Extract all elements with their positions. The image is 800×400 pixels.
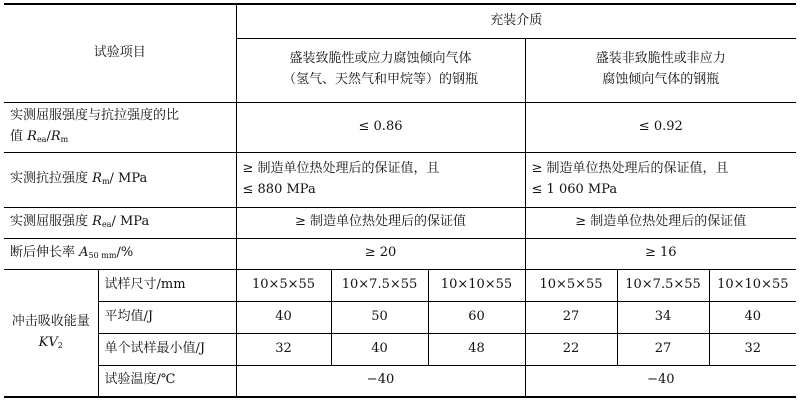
row-ratio-sub1: ea xyxy=(36,135,47,144)
impact-avg-cell: 50 xyxy=(331,301,428,333)
impact-size-cell: 10×5×55 xyxy=(236,269,331,301)
row-ratio-slash: / xyxy=(46,129,51,144)
header-col-b-line2: 腐蚀倾向气体的钢瓶 xyxy=(602,72,720,87)
row-yield-sub: ea xyxy=(101,220,112,230)
row-elongation-sub: 50 mm xyxy=(88,251,117,261)
header-col-b xyxy=(525,38,796,102)
impact-min-cell: 48 xyxy=(428,333,525,365)
impact-min-cell: 40 xyxy=(331,333,428,365)
impact-size-label: 试样尺寸/mm xyxy=(98,269,236,301)
impact-min-cell: 32 xyxy=(709,333,796,365)
spec-table xyxy=(4,3,796,398)
impact-group-label-line2 xyxy=(8,333,94,354)
row-elongation-prefix: 断后伸长率 xyxy=(10,245,80,261)
impact-size-cell: 10×10×55 xyxy=(709,269,796,301)
impact-temp-b: −40 xyxy=(525,365,796,397)
row-ratio-prefix: 值 xyxy=(10,129,28,144)
impact-avg-cell: 27 xyxy=(525,301,617,333)
impact-size-cell: 10×7.5×55 xyxy=(331,269,428,301)
row-tensile-value-a xyxy=(236,152,525,207)
row-ratio-sym1: R xyxy=(27,129,37,144)
row-tensile-value-b-line2: ≤ 1 060 MPa xyxy=(531,181,618,197)
impact-min-cell: 27 xyxy=(617,333,709,365)
row-yield-prefix: 实测屈服强度 xyxy=(10,214,93,230)
impact-size-cell: 10×5×55 xyxy=(525,269,617,301)
row-ratio-value-b: ≤ 0.92 xyxy=(525,102,796,152)
row-tensile-suffix: / MPa xyxy=(109,171,148,187)
impact-group-sym: KV xyxy=(38,334,58,350)
row-elongation-value-a: ≥ 20 xyxy=(236,238,525,269)
row-ratio-sub2: m xyxy=(60,135,69,144)
impact-group-label xyxy=(4,269,98,397)
row-tensile-sub: m xyxy=(101,177,110,187)
row-ratio-label xyxy=(4,102,236,152)
row-yield-value-b: ≥ 制造单位热处理后的保证值 xyxy=(525,207,796,238)
impact-temp-label: 试验温度/℃ xyxy=(98,365,236,397)
row-yield-label xyxy=(4,207,236,238)
row-tensile-value-a-line2: ≤ 880 MPa xyxy=(242,181,316,197)
row-yield-value-a: ≥ 制造单位热处理后的保证值 xyxy=(236,207,525,238)
row-elongation-label xyxy=(4,238,236,269)
impact-avg-cell: 40 xyxy=(709,301,796,333)
row-tensile-value-b-line1: ≥ 制造单位热处理后的保证值，且 xyxy=(531,160,729,176)
row-ratio-value-a: ≤ 0.86 xyxy=(236,102,525,152)
impact-avg-cell: 60 xyxy=(428,301,525,333)
header-item-label: 试验项目 xyxy=(4,4,236,102)
header-col-a xyxy=(236,38,525,102)
row-tensile-value-a-line1: ≥ 制造单位热处理后的保证值，且 xyxy=(242,160,440,176)
impact-avg-cell: 40 xyxy=(236,301,331,333)
row-elongation-value-b: ≥ 16 xyxy=(525,238,796,269)
impact-size-cell: 10×10×55 xyxy=(428,269,525,301)
row-tensile-value-b xyxy=(525,152,796,207)
row-tensile-sym: R xyxy=(92,171,102,187)
row-elongation-sym: A xyxy=(79,245,89,261)
impact-group-sub: 2 xyxy=(57,340,63,350)
row-yield-suffix: / MPa xyxy=(111,214,150,230)
row-tensile-prefix: 实测抗拉强度 xyxy=(10,171,93,187)
row-ratio-sym2: R xyxy=(50,129,61,144)
header-col-b-line1: 盛装非致脆性或非应力 xyxy=(595,51,726,67)
row-yield-sym: R xyxy=(92,214,102,230)
header-medium-label: 充装介质 xyxy=(236,4,796,38)
row-elongation-suffix: /% xyxy=(116,245,134,261)
row-tensile-label xyxy=(4,152,236,207)
header-col-a-line1: 盛装致脆性或应力腐蚀倾向气体 xyxy=(289,51,472,67)
impact-avg-label: 平均值/J xyxy=(98,301,236,333)
row-ratio-label-line2 xyxy=(10,127,232,148)
row-ratio-label-line1: 实测屈服强度与抗拉强度的比 xyxy=(10,108,180,124)
impact-min-label: 单个试样最小值/J xyxy=(98,333,236,365)
impact-size-cell: 10×7.5×55 xyxy=(617,269,709,301)
impact-avg-cell: 34 xyxy=(617,301,709,333)
impact-temp-a: −40 xyxy=(236,365,525,397)
impact-min-cell: 22 xyxy=(525,333,617,365)
impact-group-label-line1: 冲击吸收能量 xyxy=(11,313,90,329)
header-col-a-line2: （氢气、天然气和甲烷等）的钢瓶 xyxy=(283,72,479,87)
impact-min-cell: 32 xyxy=(236,333,331,365)
